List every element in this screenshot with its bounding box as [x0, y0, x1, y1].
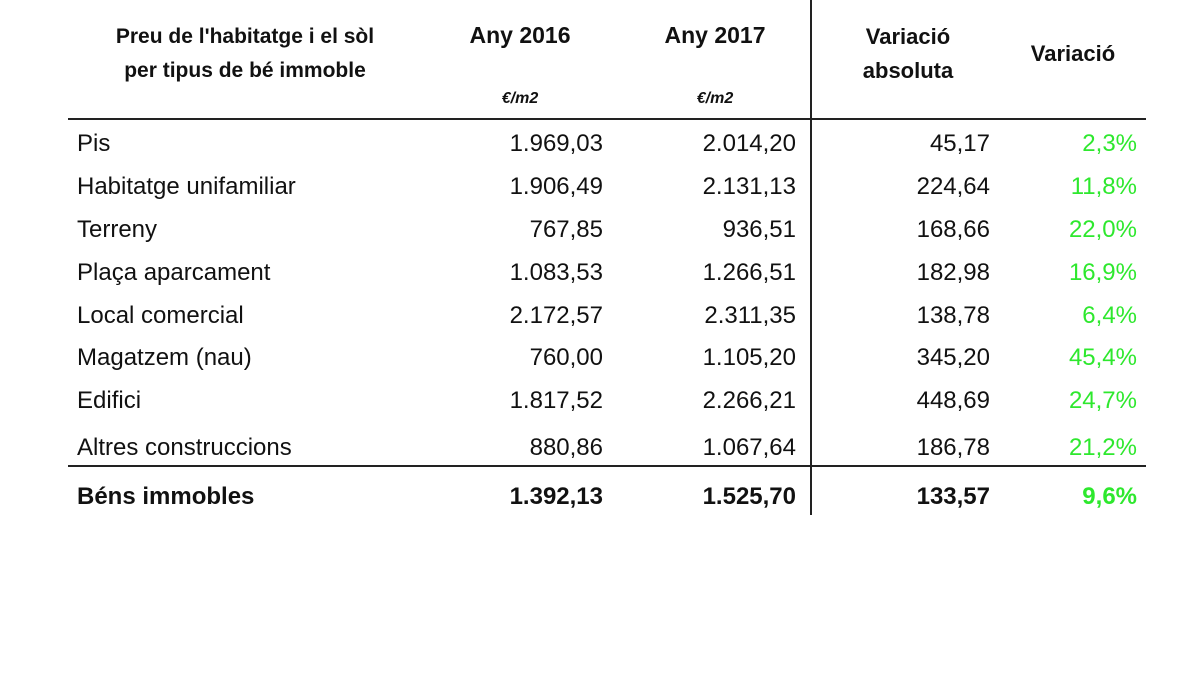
- cell-abs: 448,69: [916, 387, 990, 414]
- cell-abs: 138,78: [916, 302, 990, 329]
- cell-y2017: 1.105,20: [702, 344, 796, 371]
- cell-pct: 11,8%: [1070, 173, 1137, 200]
- cell-y2016: 1.817,52: [509, 387, 603, 414]
- cell-abs: 182,98: [916, 259, 990, 286]
- header-2017: Any 2017: [664, 22, 766, 48]
- cell-y2017: 2.131,13: [702, 173, 796, 200]
- cell-pct: 16,9%: [1068, 259, 1137, 286]
- cell-pct: 6,4%: [1082, 302, 1137, 329]
- header-label-line2: per tipus de bé immoble: [124, 59, 366, 82]
- header-label-line1: Preu de l'habitatge i el sòl: [115, 25, 375, 48]
- cell-y2017: 2.266,21: [702, 387, 796, 414]
- header-label: [70, 20, 420, 88]
- cell-y2016: 767,85: [529, 216, 603, 243]
- header-rule: [68, 118, 1146, 120]
- cell-y2016: 1.392,13: [509, 483, 603, 510]
- total-rule: [68, 465, 1146, 467]
- cell-y2017: 2.014,20: [702, 130, 796, 157]
- cell-abs: 345,20: [916, 344, 990, 371]
- cell-y2017: 1.266,51: [702, 259, 796, 286]
- cell-label: Pis: [77, 130, 111, 157]
- cell-label: Plaça aparcament: [77, 259, 271, 286]
- cell-y2016: 880,86: [529, 434, 603, 461]
- cell-label: Local comercial: [77, 302, 244, 329]
- cell-pct: 24,7%: [1068, 387, 1137, 414]
- cell-y2017: 1.525,70: [702, 483, 796, 510]
- cell-abs: 133,57: [916, 483, 990, 510]
- cell-y2017: 1.067,64: [702, 434, 796, 461]
- header-abs-line2: absoluta: [862, 58, 954, 83]
- cell-pct: 2,3%: [1082, 130, 1137, 157]
- header-2016: Any 2016: [469, 22, 571, 48]
- cell-label: Edifici: [77, 387, 142, 414]
- cell-y2016: 760,00: [529, 344, 603, 371]
- cell-label: Magatzem (nau): [77, 344, 252, 371]
- cell-y2016: 1.906,49: [509, 173, 603, 200]
- cell-pct: 9,6%: [1082, 483, 1137, 510]
- cell-label: Altres construccions: [77, 434, 292, 461]
- cell-label: Terreny: [77, 216, 158, 243]
- cell-pct: 22,0%: [1068, 216, 1137, 243]
- cell-abs: 45,17: [929, 130, 990, 157]
- cell-label: Habitatge unifamiliar: [77, 173, 296, 200]
- cell-y2016: 1.969,03: [509, 130, 603, 157]
- unit-2017: €/m2: [696, 90, 734, 107]
- cell-y2017: 2.311,35: [704, 302, 796, 329]
- cell-y2016: 1.083,53: [509, 259, 603, 286]
- header-pct-variation: Variació: [1030, 41, 1116, 66]
- cell-label: Béns immobles: [77, 483, 255, 510]
- header-abs-variation: [828, 20, 988, 88]
- cell-y2016: 2.172,57: [509, 302, 603, 329]
- cell-y2017: 936,51: [722, 216, 796, 243]
- cell-abs: 186,78: [916, 434, 990, 461]
- unit-2016: €/m2: [501, 90, 539, 107]
- cell-pct: 21,2%: [1068, 434, 1137, 461]
- cell-pct: 45,4%: [1068, 344, 1137, 371]
- cell-abs: 224,64: [916, 173, 990, 200]
- cell-abs: 168,66: [916, 216, 990, 243]
- header-abs-line1: Variació: [865, 24, 951, 49]
